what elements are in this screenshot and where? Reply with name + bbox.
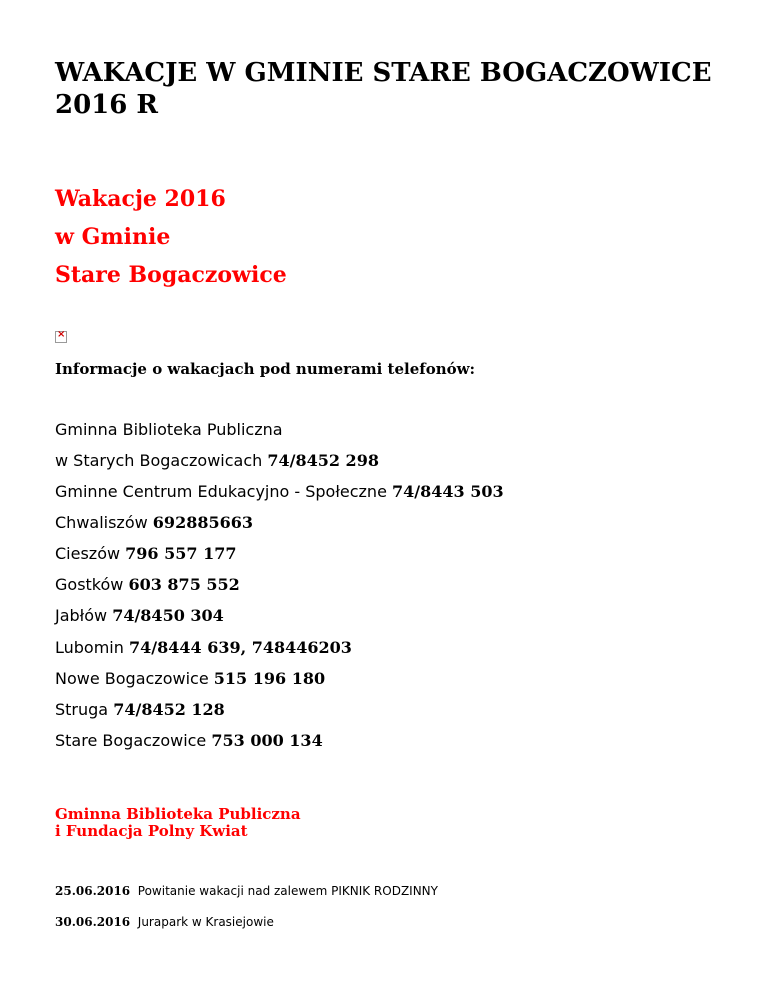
- contact-line: [55, 699, 225, 722]
- contact-number: 74/8443 503: [392, 482, 504, 501]
- contact-number: 796 557 177: [125, 544, 237, 563]
- event-description: Powitanie wakacji nad zalewem PIKNIK RODZINNY: [130, 884, 438, 898]
- subtitle-line-1: Wakacje 2016: [55, 186, 226, 212]
- contact-number: 692885663: [152, 513, 253, 532]
- event-item: [55, 914, 274, 930]
- subtitle-line-2: w Gminie: [55, 224, 171, 250]
- contact-number: 74/8444 639, 748446203: [128, 638, 352, 657]
- contact-place: Cieszów: [55, 544, 126, 563]
- title-line-1: WAKACJE W GMINIE STARE BOGACZOWICE: [55, 58, 712, 88]
- contact-line: [55, 730, 323, 753]
- contact-line: [55, 419, 283, 442]
- broken-image-icon: ×: [55, 331, 67, 343]
- contact-number: 603 875 552: [128, 575, 240, 594]
- contact-line: [55, 605, 224, 628]
- contact-place: Chwaliszów: [55, 513, 153, 532]
- contact-line: [55, 668, 325, 691]
- event-date: 30.06.2016: [55, 915, 131, 929]
- contact-number: 74/8452 298: [267, 451, 379, 470]
- contact-line: [55, 543, 237, 566]
- contact-place: Nowe Bogaczowice: [55, 669, 214, 688]
- event-item: [55, 883, 438, 899]
- contact-place: Gminna Biblioteka Publiczna: [55, 420, 283, 439]
- contact-place: Lubomin: [55, 638, 129, 657]
- contact-line: [55, 450, 379, 473]
- subtitle-line-3: Stare Bogaczowice: [55, 262, 287, 288]
- page-title: [55, 57, 735, 121]
- organizer-line-2: i Fundacja Polny Kwiat: [55, 822, 248, 840]
- contact-place: Gminne Centrum Edukacyjno - Społeczne: [55, 482, 392, 501]
- contact-number: 74/8450 304: [112, 606, 224, 625]
- event-date: 25.06.2016: [55, 884, 131, 898]
- contact-place: Gostków: [55, 575, 129, 594]
- info-heading: Informacje o wakacjach pod numerami telefonów:: [55, 360, 476, 378]
- contact-place: Stare Bogaczowice: [55, 731, 212, 750]
- organizer-heading: [55, 806, 301, 840]
- contact-line: [55, 481, 504, 504]
- contact-place: w Starych Bogaczowicach: [55, 451, 268, 470]
- title-line-2: 2016 R: [55, 90, 159, 120]
- contact-line: [55, 637, 352, 660]
- contact-number: 753 000 134: [211, 731, 323, 750]
- contact-line: [55, 512, 253, 535]
- contact-place: Struga: [55, 700, 114, 719]
- event-description: Jurapark w Krasiejowie: [130, 915, 274, 929]
- contact-place: Jabłów: [55, 606, 113, 625]
- contact-line: [55, 574, 240, 597]
- contact-number: 74/8452 128: [113, 700, 225, 719]
- contact-number: 515 196 180: [213, 669, 326, 688]
- organizer-line-1: Gminna Biblioteka Publiczna: [55, 805, 301, 823]
